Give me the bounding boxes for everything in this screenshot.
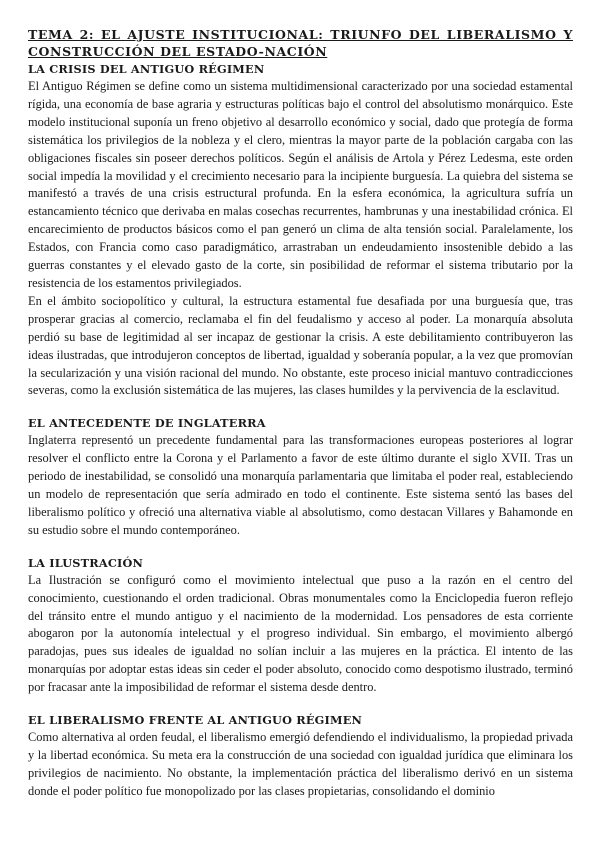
section-paragraph: Inglaterra representó un precedente fundamental para las transformaciones europeas posteriores al lograr resolver el conflicto entre la Corona y el Parlamento a favor de este último durante el siglo XVII. Tras un periodo de inestabilidad, se consolidó una monarquía parlamentaria que limitaba el poder real, estableciendo un modelo de representación que sería admirado en todo el continente. Este sistema sentó las bases del liberalismo político y ofreció una alternativa viable al absolutismo, como destacan Villares y Bahamonde en su estudio sobre el mundo contemporáneo. bbox=[28, 433, 573, 537]
section-crisis-antiguo-regimen bbox=[28, 61, 573, 400]
section-paragraph: La Ilustración se configuró como el movimiento intelectual que puso a la razón en el centro del conocimiento, cuestionando el orden tradicional. Obras monumentales como la Enciclopedia fueron reflejo del tránsito entre el mundo antiguo y el nacimiento de la modernidad. Los pensadores de esta corriente abogaron por la autonomía intelectual y el progreso individual. Sin embargo, el movimiento albergó paradojas, pues sus ideales de igualdad no solían incluir a las mujeres en la práctica. El intento de las monarquías por adoptar estas ideas sin ceder el poder absoluto, conocido como despotismo ilustrado, terminó por fracasar ante la imposibilidad de reformar el sistema desde dentro. bbox=[28, 572, 573, 695]
section-heading: EL LIBERALISMO FRENTE AL ANTIGUO RÉGIMEN bbox=[28, 713, 363, 728]
section-paragraph: En el ámbito sociopolítico y cultural, la estructura estamental fue desafiada por una burguesía que, tras prosperar gracias al comercio, reclamaba el fin del feudalismo y acceso al poder. La monarquía absoluta perdió su base de legitimidad al ser incapaz de gestionar la crisis. A este debilitamiento contribuyeron las ideas ilustradas, que introdujeron conceptos de libertad, igualdad y soberanía popular, a la vez que promovían la secularización y una visión racional del mundo. No obstante, este proceso inicial mantuvo contradicciones severas, como la exclusión sistemática de las mujeres, las clases humildes y la pervivencia de la esclavitud. bbox=[28, 293, 573, 398]
section-heading: LA ILUSTRACIÓN bbox=[28, 555, 144, 570]
section-heading: LA CRISIS DEL ANTIGUO RÉGIMEN bbox=[28, 62, 265, 76]
document-page bbox=[28, 26, 573, 801]
section-liberalismo bbox=[28, 712, 573, 801]
section-heading: EL ANTECEDENTE DE INGLATERRA bbox=[28, 416, 266, 431]
section-antecedente-inglaterra bbox=[28, 415, 573, 539]
section-paragraph: Como alternativa al orden feudal, el liberalismo emergió defendiendo el individualismo, la propiedad privada y la libertad económica. Su meta era la construcción de una sociedad con igualdad jurídica que eliminara los privilegios de nacimiento. No obstante, la implementación práctica del liberalismo derivó en un sistema donde el poder político fue monopolizado por las clases propietarias, consolidando el dominio bbox=[28, 730, 573, 798]
section-ilustracion bbox=[28, 555, 573, 697]
section-paragraph: El Antiguo Régimen se define como un sistema multidimensional caracterizado por una sociedad estamental rígida, una economía de base agraria y estructuras políticas bajo el control del absolutismo monárquico. Este modelo institucional suponía un freno objetivo al desarrollo económico y social, dado que protegía de forma sistemática los privilegios de la nobleza y el clero, mientras la mayor parte de la población cargaba con las obligaciones fiscales sin poseer derechos políticos. Según el análisis de Artola y Pérez Ledesma, este orden social impedía la movilidad y el crecimiento necesario para la incipiente burguesía. La quiebra del sistema se manifestó a través de una crisis estructural profunda. En la esfera económica, la agricultura sufría un estancamiento técnico que derivaba en malas cosechas recurrentes, hambrunas y una inestabilidad crónica. El encarecimiento de productos básicos como el pan generó un clima de alta tensión social. Paralelamente, los Estados, con Francia como caso paradigmático, arrastraban un endeudamiento insostenible debido a las guerras constantes y el elevado gasto de la corte, sin posibilidad de reformar el sistema tributario por la resistencia de los estamentos privilegiados. bbox=[28, 79, 573, 290]
document-title: TEMA 2: EL AJUSTE INSTITUCIONAL: TRIUNFO DEL LIBERALISMO Y CONSTRUCCIÓN DEL ESTADO-NACIÓN bbox=[28, 27, 573, 59]
